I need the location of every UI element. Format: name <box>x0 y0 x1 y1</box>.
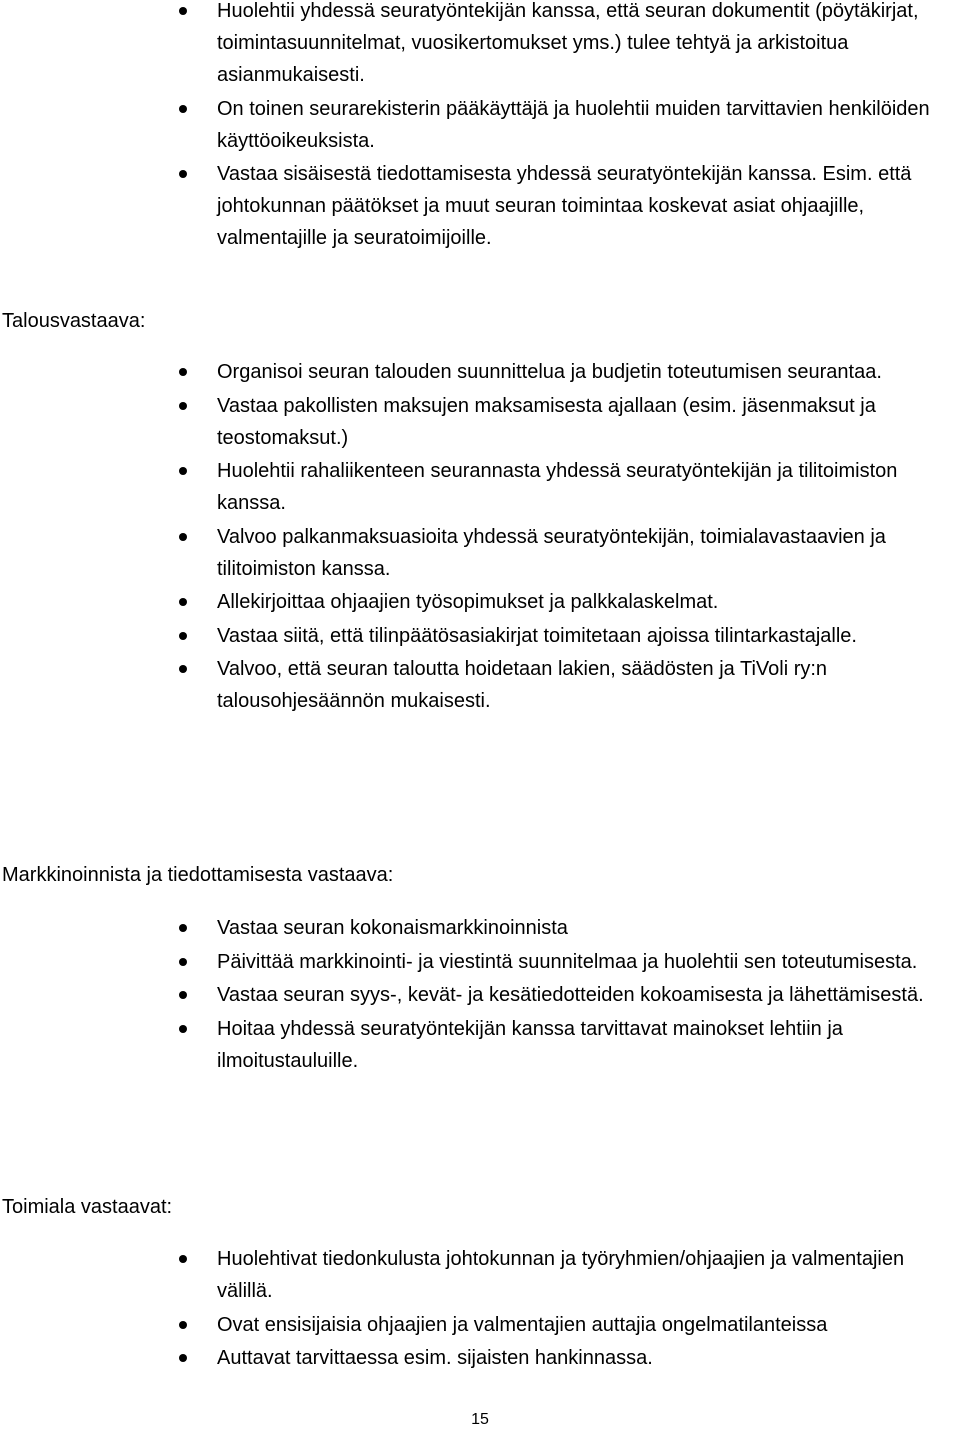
list-item <box>0 390 960 454</box>
list-item-text: Valvoo, että seuran taloutta hoidetaan lakien, säädösten ja TiVoli ry:n talousohjesäännön mukaisesti. <box>217 658 828 712</box>
bullet-icon <box>179 402 187 410</box>
list-item <box>0 620 960 652</box>
bullet-icon <box>179 467 187 475</box>
list-item <box>0 0 960 91</box>
list-item <box>0 1342 960 1374</box>
list-item <box>0 1243 960 1307</box>
list-item-text: Allekirjoittaa ohjaajien työsopimukset ja palkkalaskelmat. <box>217 591 719 613</box>
list-item-text: Auttavat tarvittaessa esim. sijaisten hankinnassa. <box>217 1347 653 1369</box>
list-item <box>0 1013 960 1077</box>
list-item <box>0 455 960 519</box>
bullet-icon <box>179 1321 187 1329</box>
list-item <box>0 912 960 944</box>
list-item <box>0 158 960 254</box>
list-item-text: Vastaa seuran syys-, kevät- ja kesätiedotteiden kokoamisesta ja lähettämisestä. <box>217 984 924 1006</box>
bullet-icon <box>179 632 187 640</box>
bullet-icon <box>179 105 187 113</box>
list-item-text: Organisoi seuran talouden suunnittelua ja budjetin toteutumisen seurantaa. <box>217 361 882 383</box>
list-item <box>0 521 960 585</box>
list-item-text: Päivittää markkinointi- ja viestintä suunnitelmaa ja huolehtii sen toteutumisesta. <box>217 950 918 973</box>
list-item <box>0 946 960 978</box>
list-item <box>0 653 960 717</box>
bullet-icon <box>179 7 187 15</box>
list-item-text: Vastaa seuran kokonaismarkkinoinnista <box>217 917 568 939</box>
markkinointi-bullet-list <box>0 912 960 1078</box>
list-item-text: Valvoo palkanmaksuasioita yhdessä seuratyöntekijän, toimialavastaavien ja tilitoimiston kanssa. <box>217 525 886 580</box>
toimiala-bullet-list <box>0 1243 960 1376</box>
talous-bullet-list <box>0 356 960 719</box>
markkinointi-heading: Markkinoinnista ja tiedottamisesta vastaava: <box>2 864 394 886</box>
page-number: 15 <box>471 1411 489 1428</box>
bullet-icon <box>179 1354 187 1362</box>
list-item-text: On toinen seurarekisterin pääkäyttäjä ja huolehtii muiden tarvittavien henkilöiden käyttöoikeuksista. <box>217 97 930 152</box>
bullet-icon <box>179 1255 187 1263</box>
list-item-text: Huolehtii yhdessä seuratyöntekijän kanssa, että seuran dokumentit (pöytäkirjat, toimintasuunnitelmat, vuosikertomukset yms.) tulee tehtyä ja arkistoitua asianmukaisesti. <box>217 0 919 86</box>
list-item-text: Huolehtivat tiedonkulusta johtokunnan ja työryhmien/ohjaajien ja valmentajien välillä. <box>217 1248 905 1302</box>
bullet-icon <box>179 533 187 541</box>
list-item-text: Hoitaa yhdessä seuratyöntekijän kanssa tarvittavat mainokset lehtiin ja ilmoitustauluille. <box>217 1017 843 1072</box>
bullet-icon <box>179 924 187 932</box>
list-item <box>0 1309 960 1341</box>
list-item-text: Huolehtii rahaliikenteen seurannasta yhdessä seuratyöntekijän ja tilitoimiston kanssa. <box>217 460 898 514</box>
bullet-icon <box>179 170 187 178</box>
list-item-text: Vastaa sisäisestä tiedottamisesta yhdessä seuratyöntekijän kanssa. Esim. että johtokunnan päätökset ja muut seuran toimintaa koskevat asiat ohjaajille, valmentajille ja seuratoimijoille. <box>217 163 912 249</box>
talous-heading: Talousvastaava: <box>2 310 146 332</box>
list-item-text: Vastaa pakollisten maksujen maksamisesta ajallaan (esim. jäsenmaksut ja teostomaksut.) <box>217 394 876 449</box>
list-item <box>0 586 960 618</box>
intro-bullet-list <box>0 0 960 256</box>
list-item-text: Vastaa siitä, että tilinpäätösasiakirjat toimitetaan ajoissa tilintarkastajalle. <box>217 624 857 647</box>
bullet-icon <box>179 368 187 376</box>
toimiala-heading: Toimiala vastaavat: <box>2 1196 173 1218</box>
list-item <box>0 979 960 1011</box>
bullet-icon <box>179 598 187 606</box>
bullet-icon <box>179 1025 187 1033</box>
list-item-text: Ovat ensisijaisia ohjaajien ja valmentajien auttajia ongelmatilanteissa <box>217 1313 828 1336</box>
bullet-icon <box>179 991 187 999</box>
list-item <box>0 356 960 388</box>
bullet-icon <box>179 958 187 966</box>
bullet-icon <box>179 665 187 673</box>
list-item <box>0 93 960 157</box>
